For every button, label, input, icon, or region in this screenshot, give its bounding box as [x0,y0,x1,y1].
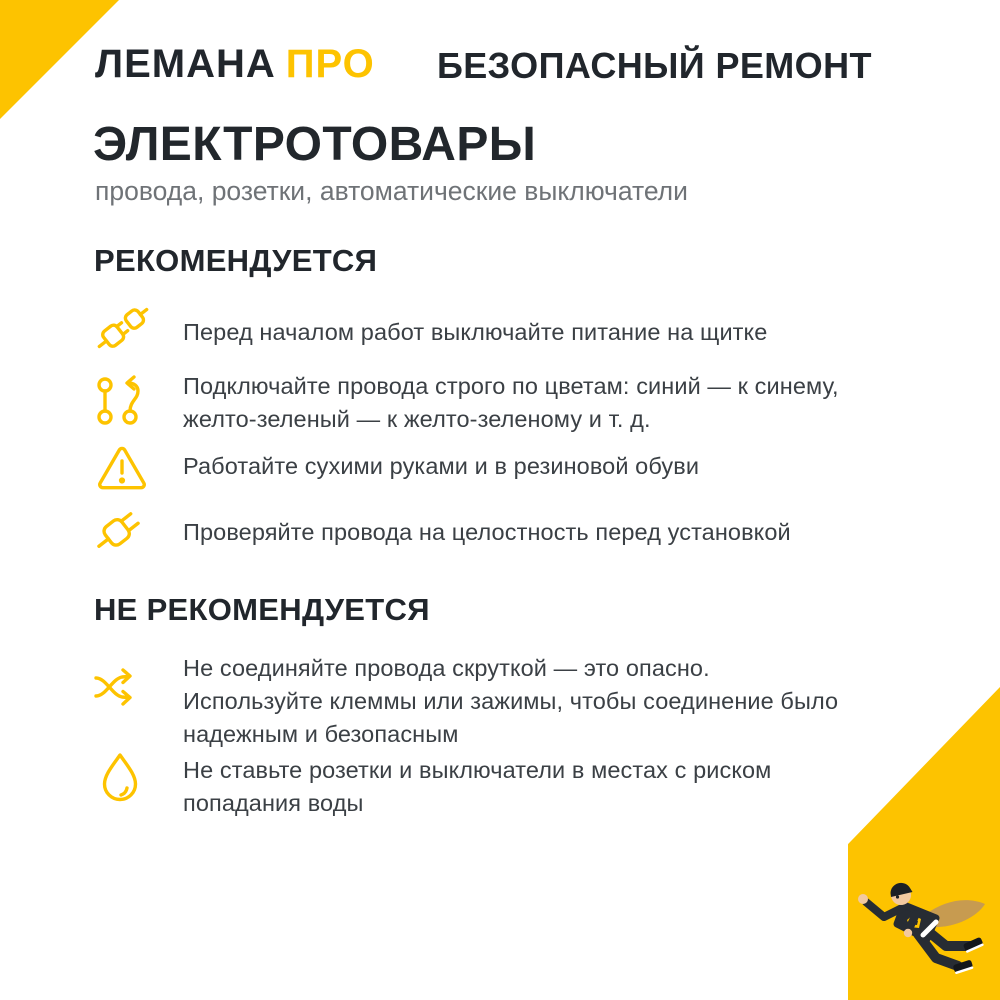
section-heading-recommended: РЕКОМЕНДУЕТСЯ [94,243,378,278]
recommended-item [183,516,923,549]
item-line: надежным и безопасным [183,721,459,747]
not-recommended-item [183,754,923,820]
warning-triangle-icon [95,443,149,492]
item-line: Работайте сухими руками и в резиновой обуви [183,453,700,479]
page-subtitle: провода, розетки, автоматические выключатели [95,176,688,206]
plug-disconnected-icon [90,299,156,357]
recommended-item [183,370,923,436]
campaign-title: БЕЗОПАСНЫЙ РЕМОНТ [437,45,872,86]
not-recommended-item [183,652,923,751]
item-line: желто-зеленый — к желто-зеленому и т. д. [183,406,651,432]
wire-colors-icon [94,374,144,432]
item-line: Не соединяйте провода скруткой — это опасно. [183,655,710,681]
item-line: Не ставьте розетки и выключатели в местах с риском [183,757,772,783]
plug-cord-icon [90,501,152,557]
page-title: ЭЛЕКТРОТОВАРЫ [93,118,537,171]
item-line: попадания воды [183,790,364,816]
superhero-illustration [852,860,994,992]
section-heading-not-recommended: НЕ РЕКОМЕНДУЕТСЯ [94,592,430,627]
item-line: Проверяйте провода на целостность перед установкой [183,519,791,545]
brand-logo [95,42,375,87]
brand-logo-primary: ЛЕМАНА [95,42,276,86]
item-line: Подключайте провода строго по цветам: синий — к синему, [183,373,839,399]
recommended-item [183,316,923,349]
recommended-item [183,450,923,483]
item-line: Используйте клеммы или зажимы, чтобы соединение было [183,688,839,714]
water-drop-icon [98,751,144,807]
item-line: Перед началом работ выключайте питание на щитке [183,319,768,345]
brand-logo-accent: ПРО [285,42,375,86]
twisted-wires-icon [92,665,146,711]
